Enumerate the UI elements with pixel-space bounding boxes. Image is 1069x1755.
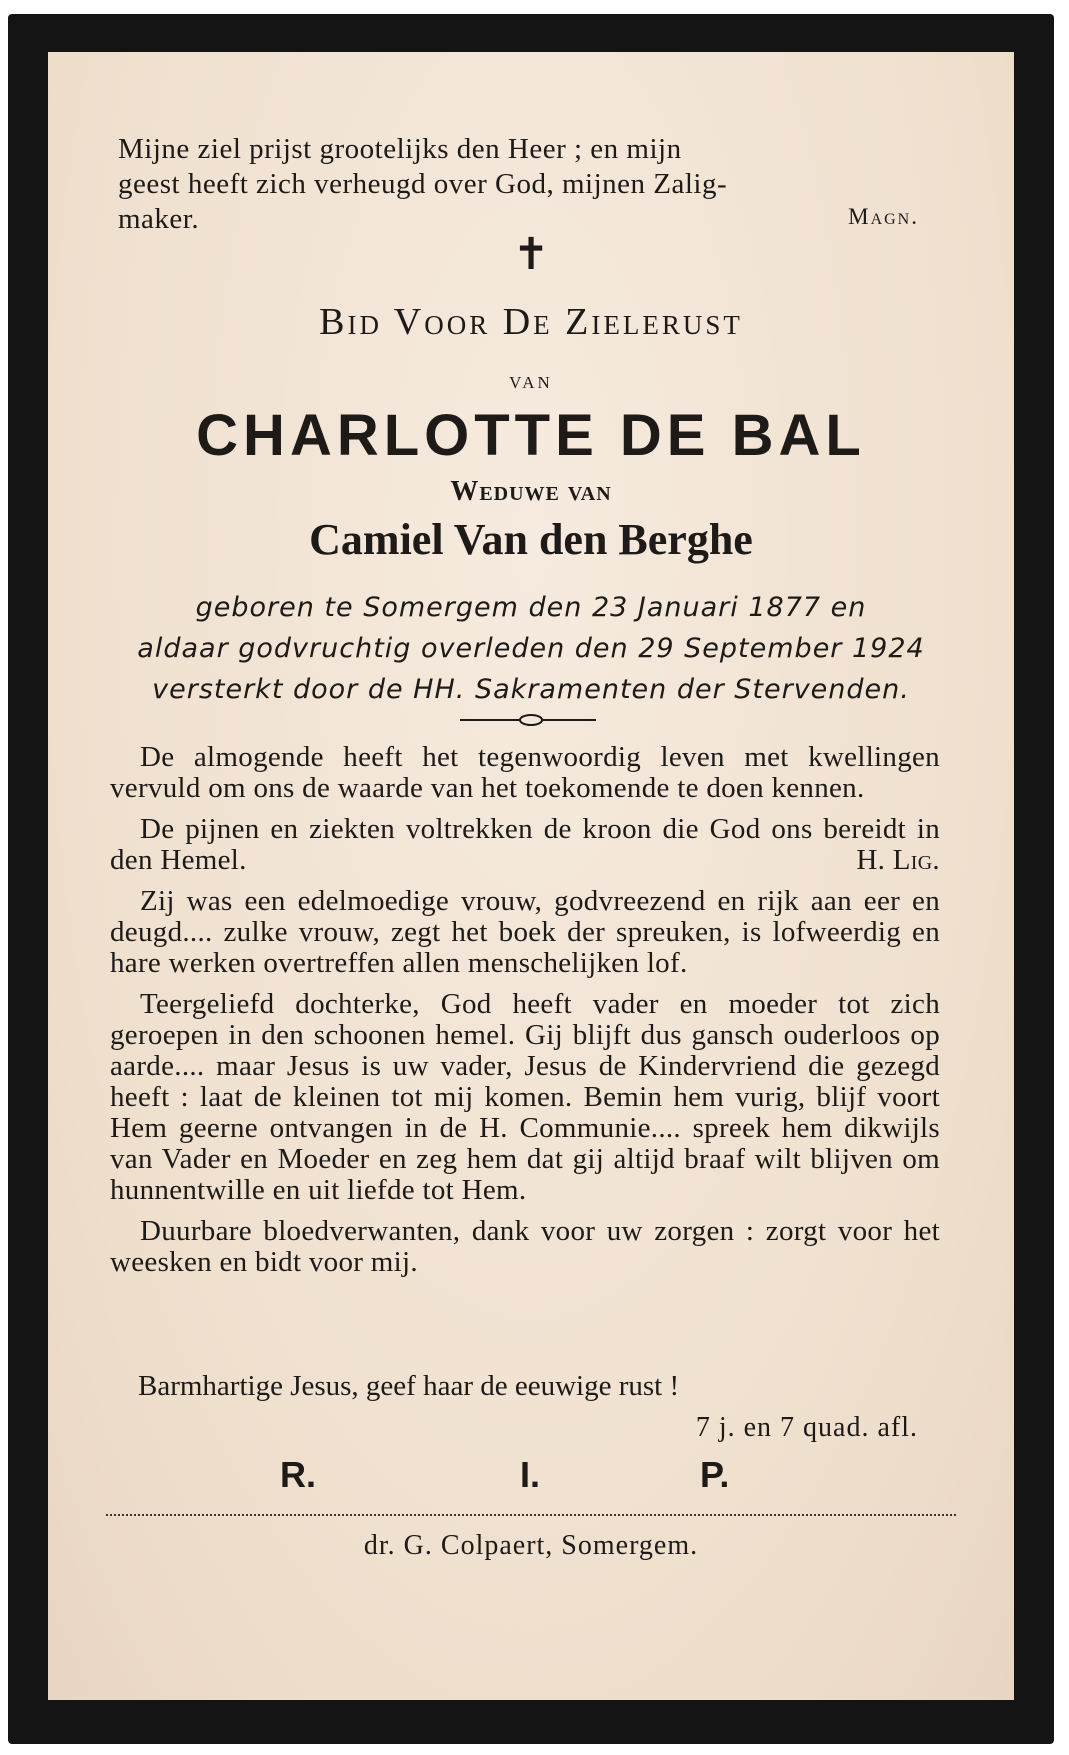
verse-line: geest heeft zich verheugd over God, mijnen Zalig- — [118, 168, 728, 200]
rip-letter: I. — [520, 1454, 541, 1495]
divider-ornament — [48, 710, 1014, 730]
husband-name: Camiel Van den Berghe — [309, 515, 753, 564]
paragraph — [110, 814, 940, 876]
card-paper — [48, 52, 1014, 1700]
paragraph-text: De almogende heeft het tegenwoordig leven met kwellingen vervuld om ons de waarde van het toekomende te doen kennen. — [110, 741, 940, 804]
verse-source: Magn. — [848, 204, 919, 229]
paragraph-text: De pijnen en ziekten voltrekken de kroon die God ons bereidt in den Hemel. — [110, 813, 940, 876]
paragraph-text: Duurbare bloedverwanten, dank voor uw zorgen : zorgt voor het weesken en bidt voor mij. — [110, 1215, 940, 1278]
paragraph — [110, 742, 940, 804]
dotted-divider — [106, 1514, 956, 1516]
paragraph-text: Zij was een edelmoedige vrouw, godvreezend en rijk aan eer en deugd.... zulke vrouw, zegt het boek der spreuken, is lofweerdig en hare werken overtreffen allen menschelijken lof. — [110, 885, 940, 979]
rip-letter: P. — [700, 1454, 730, 1495]
paragraph-text: Teergeliefd dochterke, God heeft vader en moeder tot zich geroepen in den schoonen hemel. Gij blijft dus gansch ouderloos op aarde.... maar Jesus is uw vader, Jesus de Kindervriend die gezegd heeft : laat de kleinen tot mij komen. Bemin hem vurig, blijf voort Hem geerne ontvangen in de H. Communie.... spreek hem dikwijls van Vader en Moeder en zeg hem dat gij altijd braaf wilt blijven om hunnentwille en uit liefde tot Hem. — [110, 988, 940, 1206]
indulgence-note: 7 j. en 7 quad. afl. — [695, 1412, 918, 1443]
prayer-heading: Bid Voor De Zielerust — [319, 301, 743, 343]
printer-credit: dr. G. Colpaert, Somergem. — [363, 1530, 699, 1561]
paragraph — [110, 886, 940, 979]
date-line: geboren te Somergem den 23 Januari 1877 en — [195, 592, 867, 623]
widow-of-label: Weduwe van — [450, 476, 612, 507]
opening-verse — [118, 132, 938, 237]
deceased-name: CHARLOTTE DE BAL — [196, 403, 866, 468]
verse-line: Mijne ziel prijst grootelijks den Heer ; en mijn — [118, 133, 682, 165]
closing-prayer: Barmhartige Jesus, geef haar de eeuwige rust ! — [138, 1370, 680, 1402]
paragraph — [110, 989, 940, 1206]
date-line: aldaar godvruchtig overleden den 29 September 1924 — [137, 633, 925, 664]
van-label: van — [509, 368, 553, 394]
paragraph — [110, 1216, 940, 1278]
rip-letter: R. — [280, 1454, 316, 1495]
scripture-reference: H. Lig. — [856, 844, 940, 876]
cross-icon: ✝ — [512, 230, 550, 279]
verse-line: maker. — [118, 203, 200, 235]
life-dates — [88, 587, 974, 710]
memorial-text — [110, 742, 940, 1288]
date-line: versterkt door de HH. Sakramenten der Stervenden. — [152, 674, 910, 705]
memorial-card — [8, 14, 1054, 1744]
